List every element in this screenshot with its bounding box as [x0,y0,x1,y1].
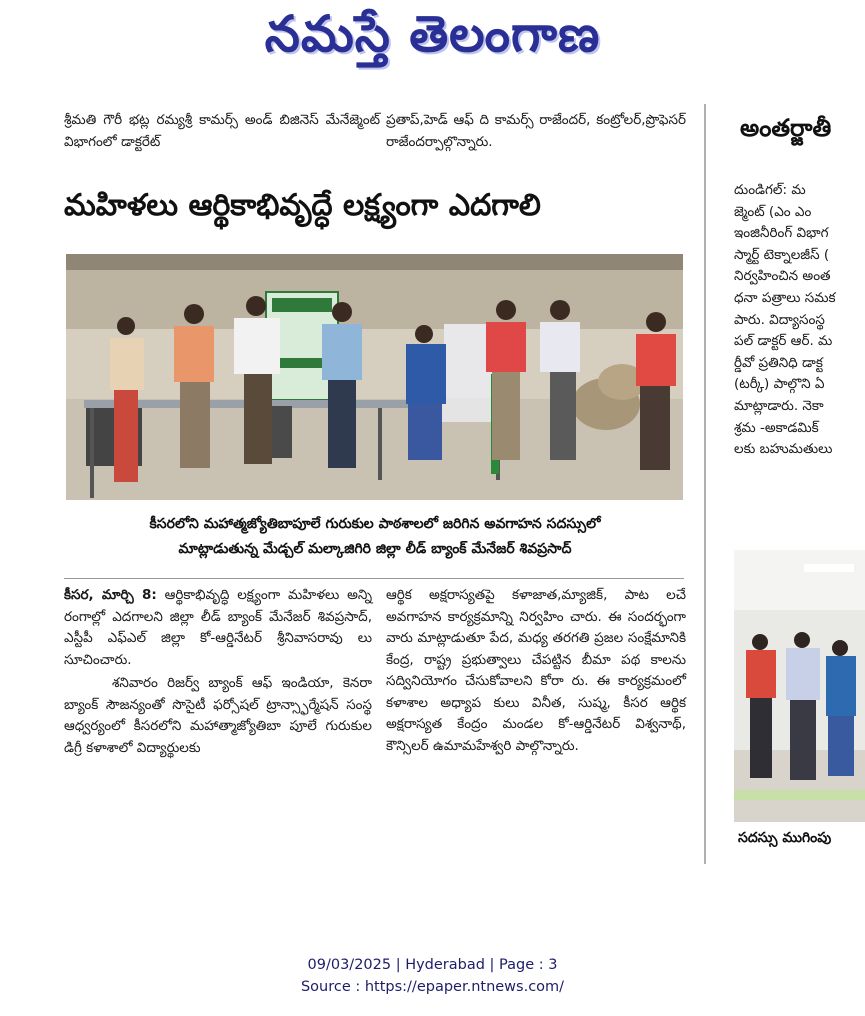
side-article-body [734,180,865,461]
photo-caption [64,512,686,562]
footer-date-city-page: 09/03/2025 | Hyderabad | Page : 3 [307,957,558,973]
side-line: జ్మెంట్ (ఎం ఎం [734,203,812,220]
top-article-right-text: ప్రతాప్,హెడ్ ఆఫ్ ది కామర్స్ రాజేందర్, కంట్రోలర్,ప్రొఫెసర్ రాజేందర్పాల్గొన్నారు. [386,112,686,150]
column-divider [704,104,706,864]
side-photo-illustration [734,550,865,822]
side-line: దుండిగల్: మ [734,182,806,198]
side-line: మాట్లాడారు. నెకా [734,397,824,414]
body-paragraph-2: శనివారం రిజర్వ్ బ్యాంక్ ఆఫ్ ఇండియా, కెనరా బ్యాంక్ సౌజన్యంతో సొసైటీ ఫర్సోషల్ ట్రాన్స్ఫార్మేషన్ సంస్థ ఆధ్వర్యంలో కీసరలోని మహాత్మాజ్యోతిబా పూలే గురుకుల డిగ్రీ కళాశాలో విద్యార్థులకు [64,675,372,756]
footer-source-link[interactable]: Source : https://epaper.ntnews.com/ [300,979,565,995]
top-article-right-column [386,110,686,153]
side-line: పల్ డాక్టర్ ఆర్. మ [734,333,833,350]
side-line: లకు బహుమతులు [734,441,833,458]
photo-caption-line-2: మాట్లాడుతున్న మేడ్చల్ మల్కాజిగిరి జిల్లా లీడ్ బ్యాంక్ మేనేజర్ శివప్రసాద్ [178,541,572,557]
side-article-photo [734,550,865,822]
side-line: ఇంజినీరింగ్ విభాగ [734,225,829,242]
photo-caption-line-1: కీసరలోని మహాత్మజ్యోతిబాపూలే గురుకుల పాఠశాలలో జరిగిన అవగాహన సదస్సులో [149,516,601,532]
side-line: ధనా పత్రాలు సమక [734,289,836,306]
main-article-left-column [64,585,372,759]
masthead [0,0,865,80]
side-line: ర్డీవో ప్రతినిధి డాక్ట [734,354,823,371]
body-paragraph-3: ఆర్థిక అక్షరాస్యతపై కళాజాత,మ్యాజిక్, పాట లచే అవగాహన కార్యక్రమాన్ని నిర్వహిం చారు. ఈ సందర్భంగా వారు మాట్లాడుతూ పేద, మధ్య తరగతి ప్రజల సంక్షేమానికి కేంద్ర, రాష్ట్ర ప్రభుత్వాలు చేపట్టిన బీమా పథ కాలను సద్వినియోగం చేసుకోవాలని కోరా రు. ఈ కార్యక్రమంలో కళాశాల అధ్యాప కులు వినీత, సుష్మ, కీసర ఆర్థిక అక్షరాస్యత కేంద్రం మండల కో-ఆర్డినేటర్ విశ్వనాథ్, కౌన్సిలర్ ఉమామహేశ్వరి పాల్గొన్నారు. [386,587,686,754]
side-line: శ్రమ -అకాడమిక్ [734,419,819,436]
event-photo [66,254,683,500]
caption-rule [64,578,684,579]
main-headline: మహిళలు ఆర్థికాభివృద్ధే లక్ష్యంగా ఎదగాలి [64,188,541,223]
main-article-right-column [386,585,686,757]
event-photo-illustration [66,254,683,500]
side-line: పారు. విద్యాసంస్థ [734,311,825,328]
side-line: నిర్వహించిన అంత [734,268,831,285]
side-line: (టర్కీ) పాల్గొని ఏ [734,376,825,393]
top-article-left-column [64,110,380,153]
side-article-headline: అంతర్జాతీ [740,114,832,142]
side-line: స్మార్ట్ టెక్నాలజీస్ ( [734,246,830,263]
newspaper-title: నమస్తే తెలంగాణ [264,4,601,63]
side-photo-caption: సదస్సు ముగింపు [738,830,832,846]
body-paragraph-1: ఆర్థికాభివృద్ధి లక్ష్యంగా మహిళలు అన్ని రంగాల్లో ఎదగాలని జిల్లా లీడ్ బ్యాంక్ మేనేజర్ శివప్రసాద్, ఎస్టీపీ ఎఫ్ఎల్ జిల్లా కో-ఆర్డినేటర్ శ్రీనివాసరావు లు సూచించారు. [64,587,372,668]
dateline: కీసర, మార్చి 8: [64,587,157,603]
footer [0,954,865,998]
top-article-left-text: శ్రీమతి గౌరీ భట్ల రమ్యశ్రీ కామర్స్ అండ్ బిజినెస్ మేనేజ్మెంట్ విభాగంలో డాక్టరేట్ [64,112,380,150]
